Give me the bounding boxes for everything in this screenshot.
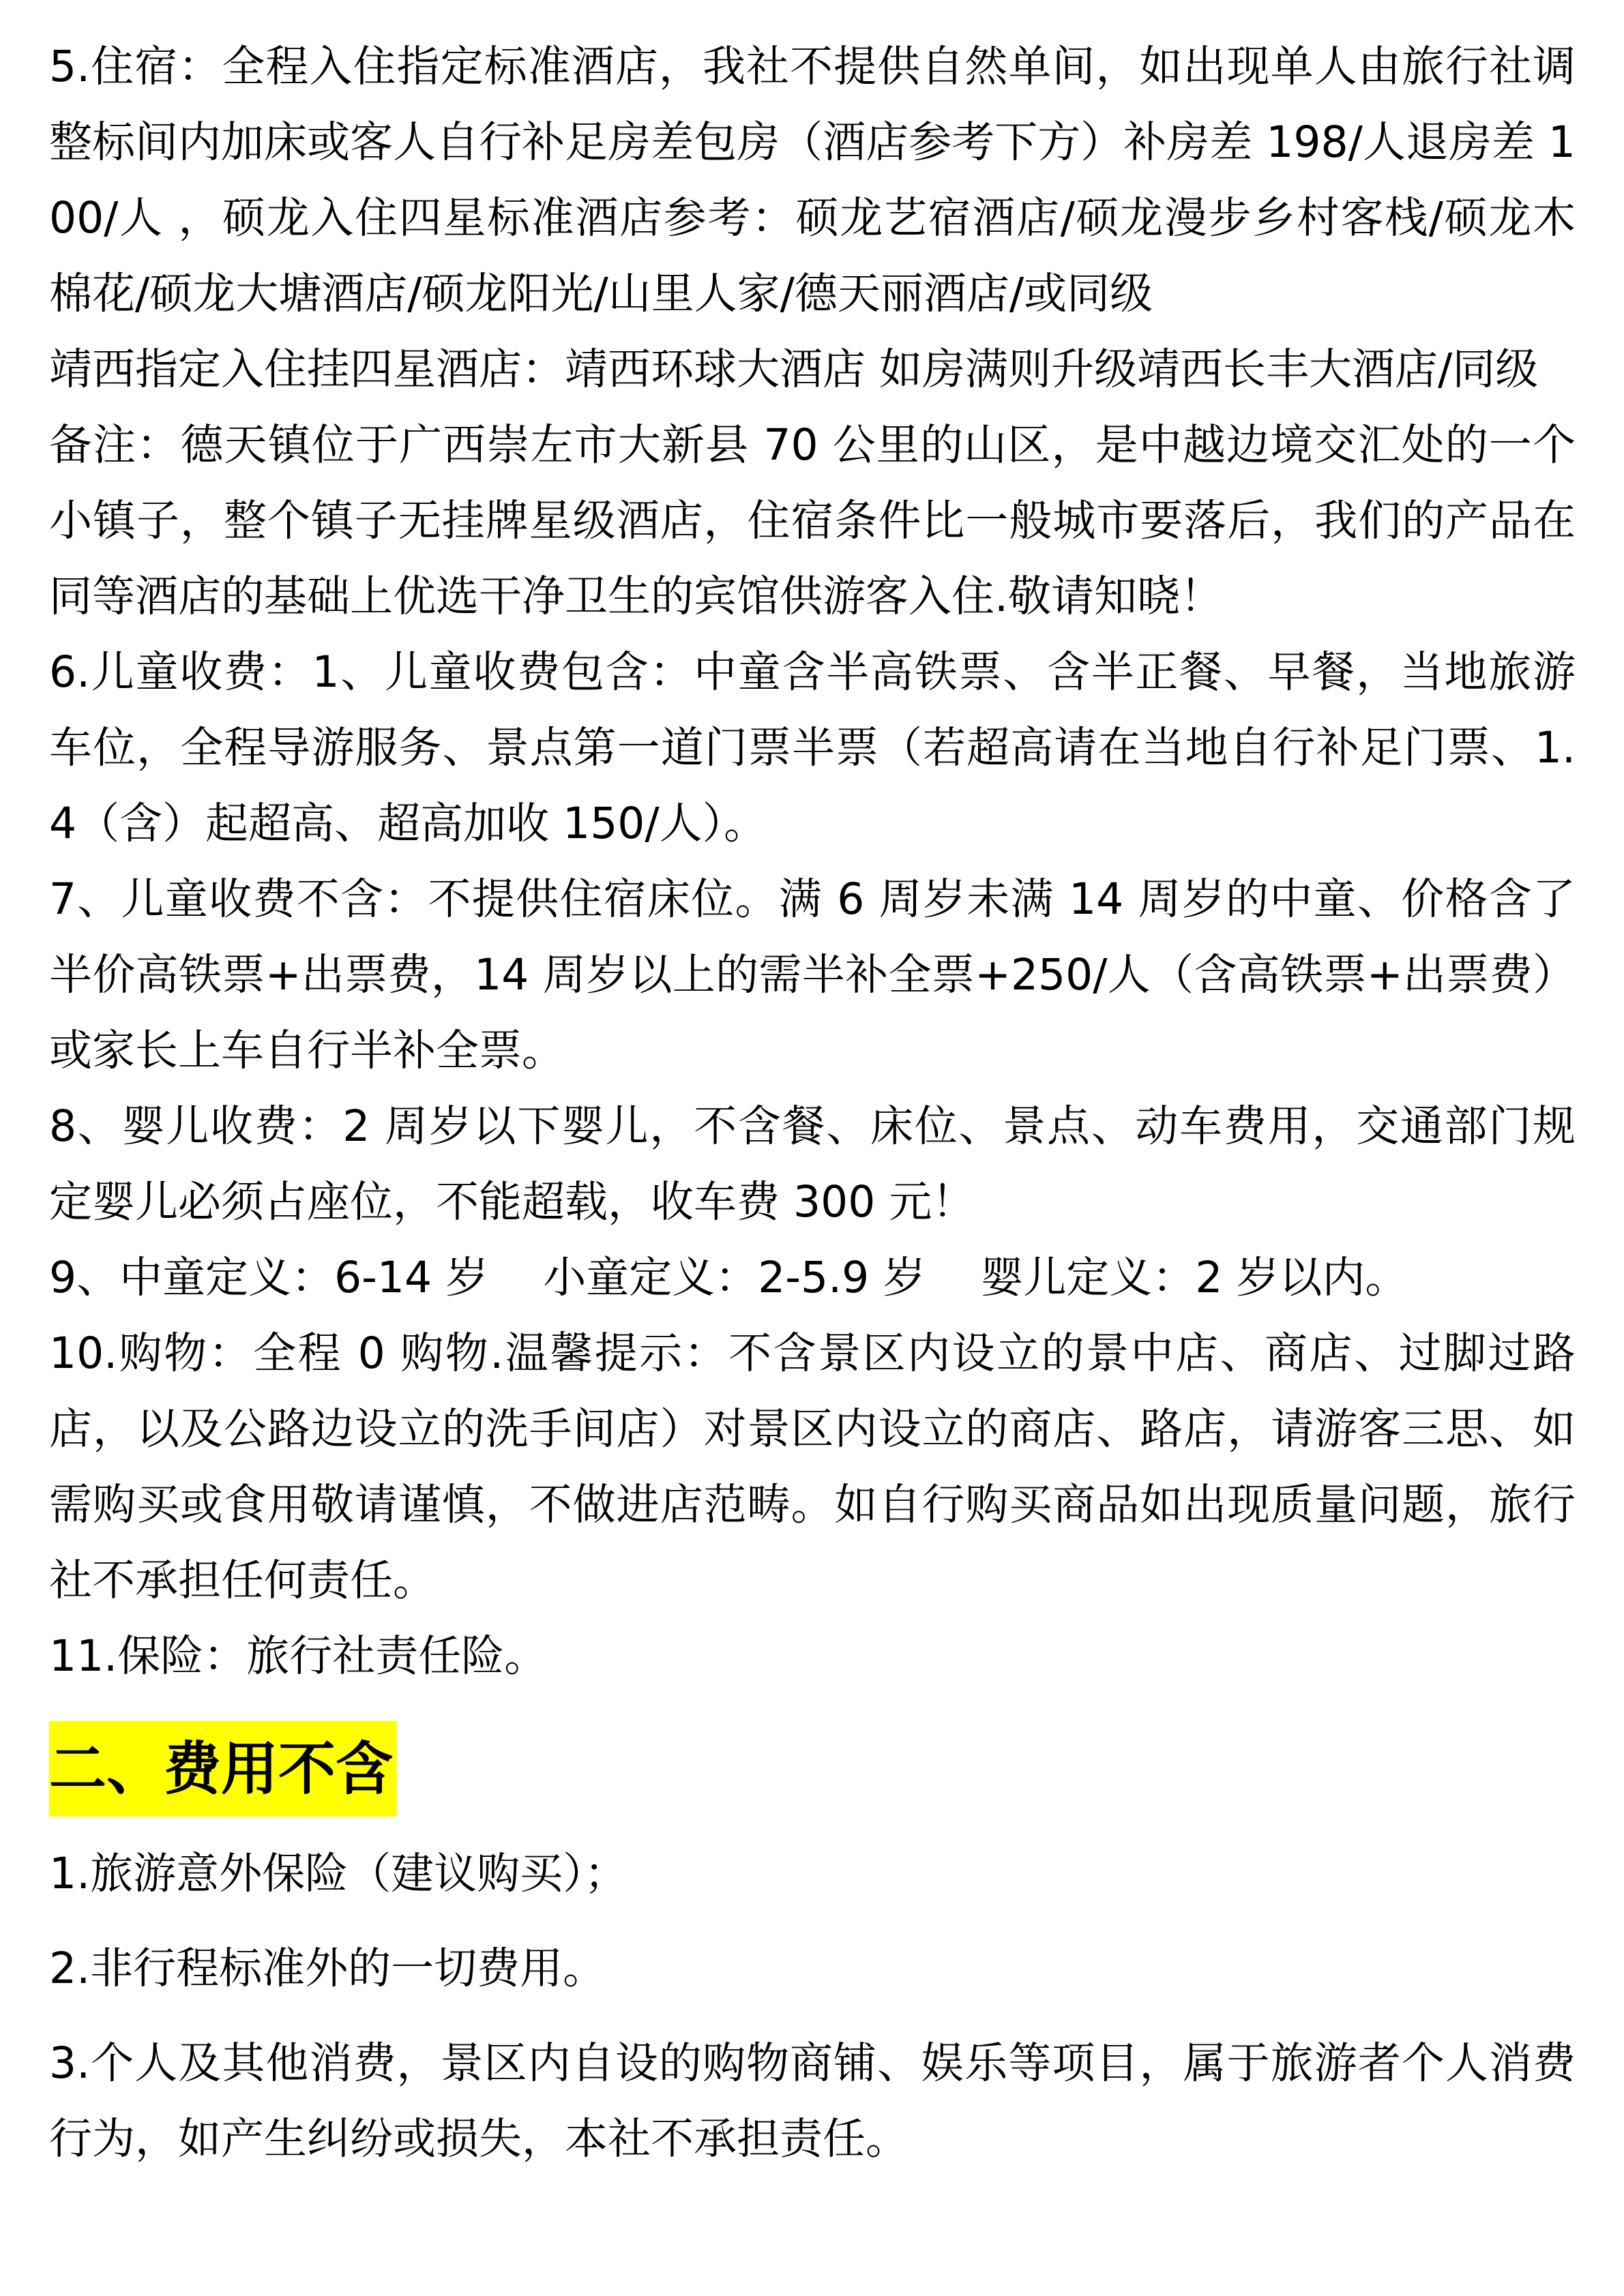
not-included-item: 1.旅游意外保险（建议购买）；	[49, 1849, 628, 1898]
accommodation-paragraph: 5.住宿：全程入住指定标准酒店，我社不提供自然单间，如出现单人由旅行社调整标间内加床或客人自行补足房差包房（酒店参考下方）补房差 198/人退房差 100/人 ，硕龙入住四星标准酒店参考：硕龙艺宿酒店/硕龙漫步乡村客栈/硕龙木棉花/硕龙大塘酒店/硕龙阳光/山里人家/德天丽酒店/或同级	[49, 42, 1576, 318]
section-heading: 二、费用不含	[49, 1721, 397, 1817]
section-spacer	[49, 1694, 1576, 1721]
fee-included-section	[49, 29, 1576, 1694]
not-included-item: 2.非行程标准外的一切费用。	[49, 1943, 606, 1993]
child-fee-included-paragraph: 6.儿童收费：1、儿童收费包含：中童含半高铁票、含半正餐、早餐，当地旅游车位，全程导游服务、景点第一道门票半票（若超高请在当地自行补足门票、1.4（含）起超高、超高加收 150/人）。	[49, 647, 1576, 848]
document-page	[49, 29, 1576, 2177]
child-fee-excluded-paragraph: 7、儿童收费不含：不提供住宿床位。满 6 周岁未满 14 周岁的中童、价格含了半价高铁票+出票费，14 周岁以上的需半补全票+250/人（含高铁票+出票费）或家长上车自行半补全票。	[49, 874, 1576, 1075]
infant-fee-paragraph: 8、婴儿收费：2 周岁以下婴儿，不含餐、床位、景点、动车费用，交通部门规定婴儿必须占座位，不能超载，收车费 300 元！	[49, 1101, 1576, 1227]
shopping-paragraph: 10.购物：全程 0 购物.温馨提示：不含景区内设立的景中店、商店、过脚过路店，以及公路边设立的洗手间店）对景区内设立的商店、路店，请游客三思、如需购买或食用敬请谨慎，不做进店范畴。如自行购买商品如出现质量问题，旅行社不承担任何责任。	[49, 1328, 1576, 1605]
not-included-item: 3.个人及其他消费，景区内自设的购物商铺、娱乐等项目，属于旅游者个人消费行为，如产生纠纷或损失，本社不承担责任。	[49, 2038, 1576, 2164]
fee-not-included-section	[49, 1721, 1576, 2177]
jingxi-hotel-paragraph: 靖西指定入住挂四星酒店：靖西环球大酒店 如房满则升级靖西长丰大酒店/同级	[49, 344, 1539, 394]
insurance-paragraph: 11.保险：旅行社责任险。	[49, 1631, 548, 1681]
age-definition-paragraph: 9、中童定义：6-14 岁 小童定义：2-5.9 岁 婴儿定义：2 岁以内。	[49, 1253, 1408, 1302]
detian-note-paragraph: 备注：德天镇位于广西崇左市大新县 70 公里的山区，是中越边境交汇处的一个小镇子，整个镇子无挂牌星级酒店，住宿条件比一般城市要落后，我们的产品在同等酒店的基础上优选干净卫生的宾馆供游客入住.敬请知晓！	[49, 420, 1576, 621]
